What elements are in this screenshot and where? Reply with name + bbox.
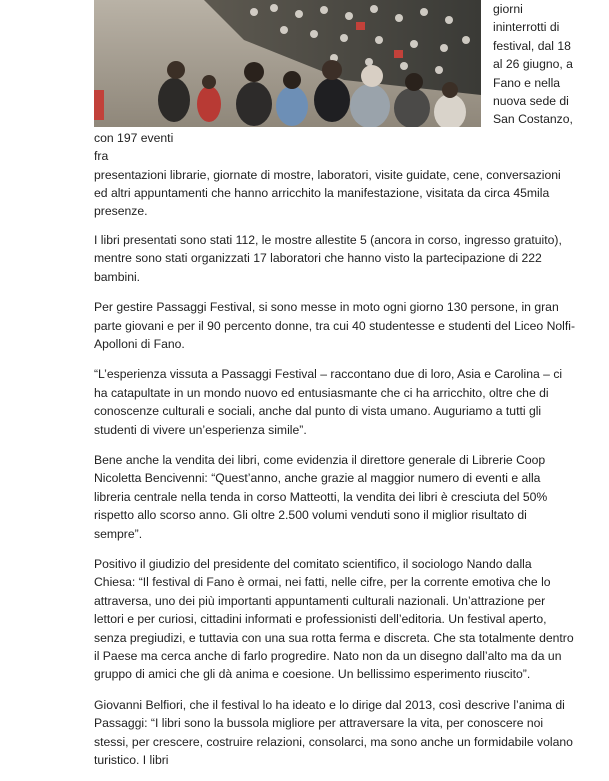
paragraph-committee-quote: Positivo il giudizio del presidente del comitato scientifico, il sociologo Nando dalla Chiesa: “Il festival di Fano è ormai, nei fatti, nelle cifre, per la corrente emotiva che lo attraversa, uno dei più importanti appuntamenti culturali nazionali. Un’attrazione per lettori e per curiosi, cittadini informati e professionisti dell’editoria. Un festival aperto, senza pregiudizi, e tuttavia con una sua rotta ferma e discreta. Che sta totalmente dentro il Paese ma cerca anche di farlo progredire. Nato non da un disegno dall’alto ma da un gruppo di amici che gli dà anima e coesione. Un bellissimo esperimento riuscito”. (94, 556, 574, 682)
paragraph-director-quote: Giovanni Belfiori, che il festival lo ha ideato e lo dirige dal 2013, così descrive l’anima di Passaggi: “I libri sono la bussola migliore per attraversare la vita, per conoscere noi stessi, per crescere, costruire relazioni, consolarci, ma sono anche un formidabile volano turistico. I libri (94, 697, 573, 768)
paragraph-students-quote: “L’esperienza vissuta a Passaggi Festival – raccontano due di loro, Asia e Carolina – ci ha catapultate in un mondo nuovo ed entusiasmante che ci ha arricchito, oltre che di conoscenze culturali e sociali, anche dal punto di vista umano. Auguriamo a tutti gli studenti di vivere un’esperienza simile”. (94, 367, 563, 437)
festival-audience-photo-icon (94, 0, 481, 127)
intro-line: fra (94, 149, 109, 164)
intro-line: ininterrotti di (493, 20, 560, 35)
article-body (94, 0, 576, 781)
intro-line: festival, dal 18 (493, 38, 571, 53)
paragraph-books-stats: I libri presentati sono stati 112, le mostre allestite 5 (ancora in corso, ingresso gratuito), mentre sono stati organizzati 17 laboratori che hanno visto la partecipazione di 222 bambini. (94, 232, 562, 284)
intro-line: nuova sede di (493, 94, 569, 109)
intro-line: Fano e nella (493, 75, 561, 90)
paragraph-book-sales: Bene anche la vendita dei libri, come evidenzia il direttore generale di Librerie Coop Nicoletta Bencivenni: “Quest’anno, anche grazie al maggior numero di eventi e alla libreria centrale nella tenda in corso Matteotti, la vendita dei libri è cresciuta del 50% rispetto allo scorso anno. Gli oltre 2.500 volumi venduti sono il miglior risultato di sempre”. (94, 452, 548, 541)
intro-line: con 197 eventi (94, 130, 174, 145)
intro-continuation: presentazioni librarie, giornate di mostre, laboratori, visite guidate, cene, conversazioni ed altri appuntamenti che hanno arricchito la manifestazione, visitata da circa 45mila presenze. (94, 167, 561, 219)
intro-line: al 26 giugno, a (493, 57, 573, 72)
paragraph-staff: Per gestire Passaggi Festival, si sono messe in moto ogni giorno 130 persone, in gran parte giovani e per il 90 percento donne, tra cui 40 studentesse e studenti del Liceo Nolfi-Apolloni di Fano. (94, 300, 576, 351)
festival-photo (94, 0, 481, 127)
intro-line: San Costanzo, (493, 112, 573, 127)
intro-line: giorni (493, 2, 523, 16)
